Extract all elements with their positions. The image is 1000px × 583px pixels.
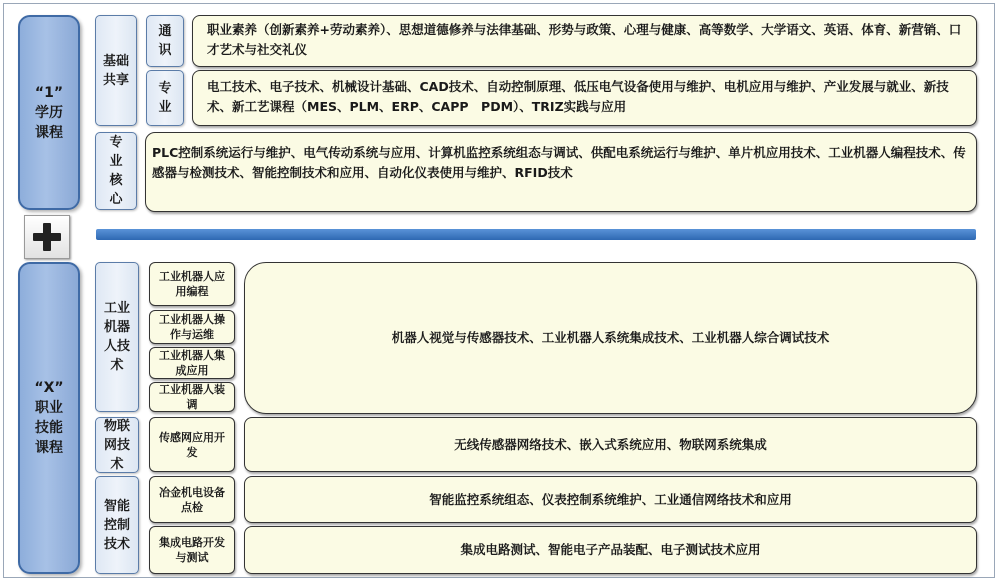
- iot-skills-box: 无线传感器网络技术、嵌入式系统应用、物联网系统集成: [244, 417, 977, 472]
- general-courses-box: 职业素养（创新素养+劳动素养）、思想道德修养与法律基础、形势与政策、心理与健康、高等数学、大学语文、英语、体育、新营销、口才艺术与社交礼仪: [192, 15, 977, 67]
- robot-skills-box: 机器人视觉与传感器技术、工业机器人系统集成技术、工业机器人综合调试技术: [244, 262, 977, 414]
- major-courses-box: 电工技术、电子技术、机械设计基础、CAD技术、自动控制原理、低压电气设备使用与维护、电机应用与维护、产业发展与就业、新技术、新工艺课程（MES、PLM、ERP、CAPP PDM）、TRIZ实践与应用: [192, 70, 977, 126]
- core-courses-box: PLC控制系统运行与维护、电气传动系统与应用、计算机监控系统组态与调试、供配电系统运行与维护、单片机应用技术、工业机器人编程技术、传感器与检测技术、智能控制技术和应用、自动化仪表使用与维护、RFID技术: [145, 132, 977, 212]
- basic-shared-label: 基础 共享: [95, 15, 137, 126]
- smart-skills-box-2: 集成电路测试、智能电子产品装配、电子测试技术应用: [244, 526, 977, 574]
- cert-box: 工业机器人装调: [149, 382, 235, 412]
- vocational-course-box: “X” 职业 技能 课程: [18, 262, 80, 574]
- divider-bar: [96, 229, 976, 240]
- smart-skills-box-1: 智能监控系统组态、仪表控制系统维护、工业通信网络技术和应用: [244, 476, 977, 523]
- professional-label: 专 业: [146, 70, 184, 126]
- cert-box: 集成电路开发与测试: [149, 526, 235, 574]
- academic-course-box: “1” 学历 课程: [18, 15, 80, 210]
- iot-tech-label: 物联 网技 术: [95, 417, 139, 473]
- cert-box: 冶金机电设备点检: [149, 476, 235, 523]
- major-core-label: 专 业 核 心: [95, 132, 137, 210]
- smart-control-label: 智能 控制 技术: [95, 476, 139, 574]
- cert-box: 工业机器人集成应用: [149, 347, 235, 379]
- robot-tech-label: 工业 机器 人技 术: [95, 262, 139, 412]
- plus-icon: [24, 215, 70, 259]
- cert-box: 工业机器人操作与运维: [149, 310, 235, 344]
- general-education-label: 通 识: [146, 15, 184, 67]
- diagram-frame: [3, 3, 995, 578]
- cert-box: 传感网应用开发: [149, 417, 235, 472]
- cert-box: 工业机器人应用编程: [149, 262, 235, 306]
